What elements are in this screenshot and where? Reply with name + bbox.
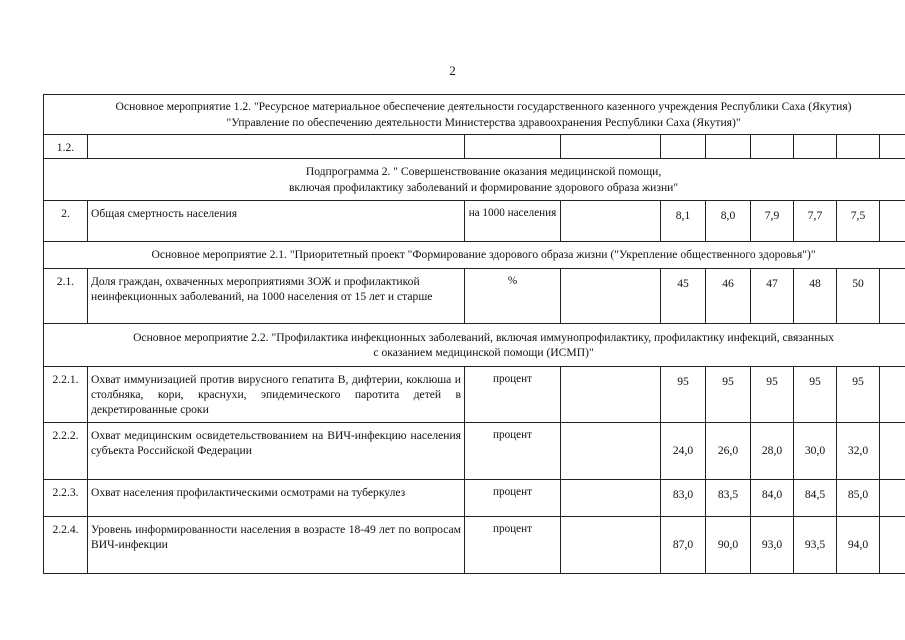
value-cell: 47 bbox=[751, 269, 794, 324]
row-number: 2.2.2. bbox=[44, 423, 88, 480]
value-cell: 45 bbox=[661, 269, 706, 324]
row-number: 2.1. bbox=[44, 269, 88, 324]
value-cell: 83,5 bbox=[706, 480, 751, 517]
activity-1-2-header bbox=[44, 95, 905, 135]
activity-2-2-header bbox=[44, 324, 905, 367]
unit-cell: на 1000 населения bbox=[465, 201, 561, 242]
empty-cell bbox=[880, 517, 905, 574]
value-cell: 93,5 bbox=[794, 517, 837, 574]
unit-cell: процент bbox=[465, 423, 561, 480]
indicator-name: Охват медицинским освидетельствованием на ВИЧ-инфекцию населения субъекта Российской Федерации bbox=[88, 423, 465, 480]
empty-cell bbox=[706, 135, 751, 159]
table-row bbox=[44, 324, 905, 367]
value-cell: 95 bbox=[751, 367, 794, 423]
value-cell: 30,0 bbox=[794, 423, 837, 480]
indicator-name: Общая смертность населения bbox=[88, 201, 465, 242]
indicator-name: Охват населения профилактическими осмотрами на туберкулез bbox=[88, 480, 465, 517]
indicator-name: Охват иммунизацией против вирусного гепатита В, дифтерии, коклюша и столбняка, кори, краснухи, эпидемического паротита детей в декретированные сроки bbox=[88, 367, 465, 423]
empty-cell bbox=[561, 480, 661, 517]
table-row bbox=[44, 159, 905, 201]
value-cell: 50 bbox=[837, 269, 880, 324]
value-cell: 84,0 bbox=[751, 480, 794, 517]
empty-cell bbox=[880, 201, 905, 242]
value-cell: 90,0 bbox=[706, 517, 751, 574]
row-number: 2.2.4. bbox=[44, 517, 88, 574]
value-cell: 28,0 bbox=[751, 423, 794, 480]
value-cell: 95 bbox=[706, 367, 751, 423]
value-cell: 7,9 bbox=[751, 201, 794, 242]
table-row bbox=[44, 517, 905, 574]
table-row bbox=[44, 242, 905, 269]
empty-cell bbox=[880, 480, 905, 517]
table-row bbox=[44, 269, 905, 324]
value-cell: 32,0 bbox=[837, 423, 880, 480]
empty-cell bbox=[661, 135, 706, 159]
unit-cell: процент bbox=[465, 517, 561, 574]
value-cell: 83,0 bbox=[661, 480, 706, 517]
empty-cell bbox=[561, 423, 661, 480]
value-cell: 85,0 bbox=[837, 480, 880, 517]
table-row bbox=[44, 423, 905, 480]
empty-cell bbox=[880, 423, 905, 480]
empty-cell bbox=[880, 135, 905, 159]
value-cell: 95 bbox=[837, 367, 880, 423]
activity-2-2-line1: Основное мероприятие 2.2. "Профилактика инфекционных заболеваний, включая иммунопрофилактику, профилактику инфекций, связанных bbox=[133, 330, 835, 344]
row-number: 1.2. bbox=[44, 135, 88, 159]
empty-cell bbox=[794, 135, 837, 159]
empty-cell bbox=[837, 135, 880, 159]
value-cell: 94,0 bbox=[837, 517, 880, 574]
indicator-name: Уровень информированности населения в возрасте 18-49 лет по вопросам ВИЧ-инфекции bbox=[88, 517, 465, 574]
value-cell: 48 bbox=[794, 269, 837, 324]
value-cell: 8,1 bbox=[661, 201, 706, 242]
activity-1-2-line1: Основное мероприятие 1.2. "Ресурсное материальное обеспечение деятельности государственного казенного учреждения Республики Саха (Якутия) bbox=[115, 100, 852, 114]
unit-cell: процент bbox=[465, 480, 561, 517]
empty-cell bbox=[751, 135, 794, 159]
empty-cell bbox=[880, 269, 905, 324]
indicators-table bbox=[43, 94, 905, 574]
row-number: 2.2.3. bbox=[44, 480, 88, 517]
value-cell: 84,5 bbox=[794, 480, 837, 517]
table-row bbox=[44, 201, 905, 242]
value-cell: 95 bbox=[661, 367, 706, 423]
value-cell: 26,0 bbox=[706, 423, 751, 480]
table-row bbox=[44, 95, 905, 135]
value-cell: 93,0 bbox=[751, 517, 794, 574]
activity-2-1-header: Основное мероприятие 2.1. "Приоритетный проект "Формирование здорового образа жизни ("Укрепление общественного здоровья")" bbox=[44, 242, 905, 269]
empty-cell bbox=[561, 517, 661, 574]
value-cell: 8,0 bbox=[706, 201, 751, 242]
value-cell: 7,5 bbox=[837, 201, 880, 242]
table-row bbox=[44, 480, 905, 517]
empty-cell bbox=[561, 269, 661, 324]
indicator-name: Доля граждан, охваченных мероприятиями ЗОЖ и профилактикой неинфекционных заболеваний, на 1000 населения от 15 лет и старше bbox=[88, 269, 465, 324]
table-row bbox=[44, 367, 905, 423]
value-cell: 24,0 bbox=[661, 423, 706, 480]
empty-cell bbox=[88, 135, 465, 159]
empty-cell bbox=[561, 201, 661, 242]
subprogram-2-line2: включая профилактику заболеваний и формирование здорового образа жизни" bbox=[288, 180, 679, 194]
subprogram-2-line1: Подпрограмма 2. " Совершенствование оказания медицинской помощи, bbox=[305, 165, 662, 179]
value-cell: 95 bbox=[794, 367, 837, 423]
activity-2-2-line2: с оказанием медицинской помощи (ИСМП)" bbox=[373, 346, 594, 359]
table-row bbox=[44, 135, 905, 159]
row-number: 2.2.1. bbox=[44, 367, 88, 423]
unit-cell: процент bbox=[465, 367, 561, 423]
activity-1-2-line2: "Управление по обеспечению деятельности Министерства здравоохранения Республики Саха (Якутия)" bbox=[226, 115, 741, 129]
row-number: 2. bbox=[44, 201, 88, 242]
empty-cell bbox=[880, 367, 905, 423]
value-cell: 46 bbox=[706, 269, 751, 324]
value-cell: 87,0 bbox=[661, 517, 706, 574]
empty-cell bbox=[561, 135, 661, 159]
subprogram-2-header bbox=[44, 159, 905, 201]
unit-cell: % bbox=[465, 269, 561, 324]
empty-cell bbox=[465, 135, 561, 159]
page-number: 2 bbox=[449, 63, 456, 78]
value-cell: 7,7 bbox=[794, 201, 837, 242]
empty-cell bbox=[561, 367, 661, 423]
